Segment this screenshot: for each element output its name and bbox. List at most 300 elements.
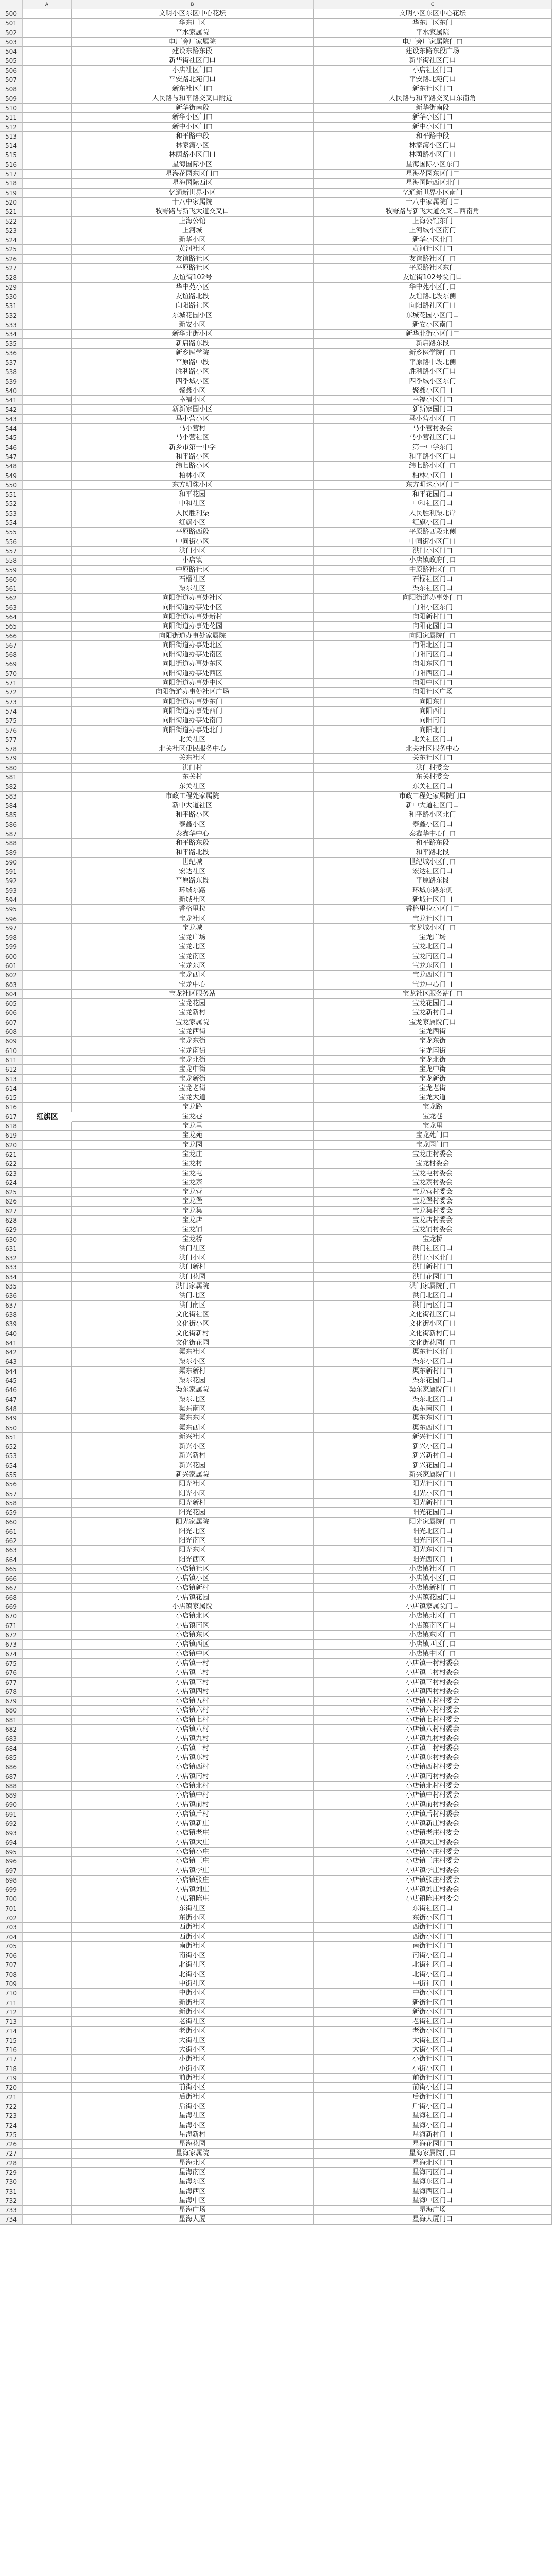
row-number[interactable]: 628: [0, 1216, 23, 1225]
site-name-cell[interactable]: 向阳街道办事处花园: [72, 622, 314, 631]
district-cell[interactable]: [23, 1979, 72, 1989]
row-number[interactable]: 698: [0, 1876, 23, 1885]
district-cell[interactable]: [23, 1546, 72, 1555]
row-number[interactable]: 632: [0, 1253, 23, 1263]
district-cell[interactable]: [23, 1574, 72, 1583]
district-cell[interactable]: [23, 810, 72, 820]
site-name-cell[interactable]: 小街小区: [72, 2064, 314, 2074]
site-address-cell[interactable]: 小店镇中区门口: [314, 1650, 552, 1659]
site-address-cell[interactable]: 宝龙里: [314, 1122, 552, 1131]
row-number[interactable]: 613: [0, 1075, 23, 1084]
site-name-cell[interactable]: 平原路东段: [72, 876, 314, 886]
district-cell[interactable]: [23, 1668, 72, 1677]
row-number[interactable]: 616: [0, 1103, 23, 1112]
site-name-cell[interactable]: 小店镇七村: [72, 1716, 314, 1725]
row-number[interactable]: 708: [0, 1970, 23, 1979]
site-name-cell[interactable]: 和平路小区: [72, 810, 314, 820]
site-name-cell[interactable]: 宝龙中心: [72, 980, 314, 990]
site-address-cell[interactable]: 华中苑小区门口: [314, 283, 552, 292]
district-cell[interactable]: [23, 1461, 72, 1470]
site-address-cell[interactable]: 新华街南段: [314, 104, 552, 113]
site-name-cell[interactable]: 星海新村: [72, 2130, 314, 2140]
row-number[interactable]: 571: [0, 679, 23, 688]
site-address-cell[interactable]: 老街小区门口: [314, 2027, 552, 2036]
site-address-cell[interactable]: 北街社区门口: [314, 1960, 552, 1970]
row-number[interactable]: 649: [0, 1414, 23, 1423]
row-number[interactable]: 599: [0, 942, 23, 952]
row-number[interactable]: 719: [0, 2074, 23, 2083]
site-address-cell[interactable]: 石榴社区门口: [314, 575, 552, 584]
row-number[interactable]: 525: [0, 245, 23, 254]
district-cell[interactable]: [23, 1527, 72, 1536]
site-name-cell[interactable]: 小街社区: [72, 2055, 314, 2064]
district-cell[interactable]: [23, 971, 72, 980]
site-name-cell[interactable]: 小店镇花园: [72, 1593, 314, 1602]
site-address-cell[interactable]: 宝龙西街: [314, 1027, 552, 1037]
site-address-cell[interactable]: 友谊街102号院门口: [314, 273, 552, 282]
row-number[interactable]: 646: [0, 1385, 23, 1395]
row-number[interactable]: 672: [0, 1631, 23, 1640]
site-address-cell[interactable]: 宝龙苑门口: [314, 1131, 552, 1140]
site-name-cell[interactable]: 小店镇王庄: [72, 1857, 314, 1866]
district-cell[interactable]: [23, 320, 72, 330]
district-cell[interactable]: [23, 19, 72, 28]
site-name-cell[interactable]: 洪门社区: [72, 1244, 314, 1253]
column-header-b[interactable]: B: [72, 0, 314, 9]
row-number[interactable]: 648: [0, 1404, 23, 1414]
site-address-cell[interactable]: 小街社区门口: [314, 2055, 552, 2064]
site-address-cell[interactable]: 阳光小区门口: [314, 1489, 552, 1499]
row-number[interactable]: 593: [0, 886, 23, 895]
row-number[interactable]: 629: [0, 1225, 23, 1234]
district-cell[interactable]: [23, 377, 72, 386]
district-cell[interactable]: [23, 905, 72, 914]
site-name-cell[interactable]: 向阳街道办事处新村: [72, 613, 314, 622]
row-number[interactable]: 570: [0, 669, 23, 679]
district-cell[interactable]: [23, 2159, 72, 2168]
site-name-cell[interactable]: 宝龙中街: [72, 1065, 314, 1074]
row-number[interactable]: 532: [0, 311, 23, 320]
district-cell[interactable]: [23, 1357, 72, 1366]
site-name-cell[interactable]: 宝龙路: [72, 1103, 314, 1112]
row-number[interactable]: 591: [0, 867, 23, 876]
district-cell[interactable]: [23, 150, 72, 160]
site-address-cell[interactable]: 小店镇后村村委会: [314, 1810, 552, 1819]
district-cell[interactable]: [23, 28, 72, 38]
district-cell[interactable]: [23, 999, 72, 1008]
district-cell[interactable]: [23, 1942, 72, 1951]
district-cell[interactable]: [23, 1423, 72, 1433]
row-number[interactable]: 597: [0, 924, 23, 933]
district-cell[interactable]: [23, 349, 72, 358]
district-cell[interactable]: [23, 2149, 72, 2158]
site-name-cell[interactable]: 文化街新村: [72, 1329, 314, 1338]
district-cell[interactable]: [23, 1263, 72, 1272]
row-number[interactable]: 503: [0, 38, 23, 47]
row-number[interactable]: 523: [0, 226, 23, 235]
site-address-cell[interactable]: 渠东北区门口: [314, 1395, 552, 1404]
row-number[interactable]: 673: [0, 1640, 23, 1649]
row-number[interactable]: 609: [0, 1037, 23, 1046]
site-name-cell[interactable]: 星海小区: [72, 2121, 314, 2130]
site-address-cell[interactable]: 小店镇九村村委会: [314, 1734, 552, 1743]
site-name-cell[interactable]: 星海大厦: [72, 2215, 314, 2224]
site-name-cell[interactable]: 星海花园: [72, 2140, 314, 2149]
row-number[interactable]: 581: [0, 773, 23, 782]
site-name-cell[interactable]: 向阳街道办事处南区: [72, 650, 314, 659]
site-name-cell[interactable]: 新兴家属院: [72, 1470, 314, 1480]
site-name-cell[interactable]: 新兴小区: [72, 1442, 314, 1451]
site-name-cell[interactable]: 小店镇东村: [72, 1753, 314, 1762]
site-address-cell[interactable]: 阳光新村门口: [314, 1499, 552, 1508]
site-name-cell[interactable]: 小店社区门口: [72, 66, 314, 75]
column-header-c[interactable]: C: [314, 0, 552, 9]
district-cell[interactable]: [23, 1178, 72, 1188]
site-address-cell[interactable]: 小店镇一村村委会: [314, 1659, 552, 1668]
district-cell[interactable]: [23, 895, 72, 905]
row-number[interactable]: 695: [0, 1848, 23, 1857]
district-cell[interactable]: [23, 2206, 72, 2215]
site-address-cell[interactable]: 星海中区门口: [314, 2196, 552, 2206]
district-cell[interactable]: [23, 650, 72, 659]
site-address-cell[interactable]: 小店镇东区门口: [314, 1631, 552, 1640]
site-name-cell[interactable]: 宝龙桥: [72, 1235, 314, 1244]
row-number[interactable]: 715: [0, 2036, 23, 2045]
column-header-a[interactable]: A: [23, 0, 72, 9]
row-number[interactable]: 542: [0, 405, 23, 414]
row-number[interactable]: 679: [0, 1697, 23, 1706]
site-address-cell[interactable]: 宝龙南街: [314, 1046, 552, 1056]
site-name-cell[interactable]: 中街小区: [72, 1989, 314, 1998]
district-cell[interactable]: [23, 433, 72, 443]
district-merged-cell[interactable]: 红旗区: [23, 1112, 72, 1122]
district-cell[interactable]: [23, 2121, 72, 2130]
site-name-cell[interactable]: 阳光东区: [72, 1546, 314, 1555]
row-number[interactable]: 596: [0, 914, 23, 924]
row-number[interactable]: 520: [0, 198, 23, 207]
site-name-cell[interactable]: 市政工程处家属院: [72, 792, 314, 801]
site-name-cell[interactable]: 世纪城: [72, 858, 314, 867]
site-name-cell[interactable]: 文化街社区: [72, 1310, 314, 1319]
district-cell[interactable]: [23, 537, 72, 547]
district-cell[interactable]: [23, 1753, 72, 1762]
district-cell[interactable]: [23, 123, 72, 132]
site-address-cell[interactable]: 宝龙庄村委会: [314, 1150, 552, 1159]
row-number[interactable]: 705: [0, 1942, 23, 1951]
district-cell[interactable]: [23, 1725, 72, 1734]
district-cell[interactable]: [23, 462, 72, 471]
site-address-cell[interactable]: 宝龙新街: [314, 1075, 552, 1084]
site-name-cell[interactable]: 平原路中段: [72, 358, 314, 367]
district-cell[interactable]: [23, 764, 72, 773]
site-address-cell[interactable]: 向阳西门: [314, 707, 552, 716]
site-name-cell[interactable]: 北关社区: [72, 735, 314, 744]
site-name-cell[interactable]: 新街小区: [72, 2008, 314, 2017]
row-number[interactable]: 505: [0, 56, 23, 65]
site-address-cell[interactable]: 牧野路与新飞大道交叉口西南角: [314, 207, 552, 216]
site-address-cell[interactable]: 平原路西段北侧: [314, 528, 552, 537]
district-cell[interactable]: [23, 876, 72, 886]
site-name-cell[interactable]: 南街社区: [72, 1942, 314, 1951]
district-cell[interactable]: [23, 584, 72, 594]
district-cell[interactable]: [23, 1885, 72, 1894]
district-cell[interactable]: [23, 132, 72, 141]
site-address-cell[interactable]: 中和社区门口: [314, 499, 552, 509]
site-name-cell[interactable]: 小店镇大庄: [72, 1838, 314, 1848]
site-address-cell[interactable]: 洪门社区门口: [314, 1244, 552, 1253]
row-number[interactable]: 501: [0, 19, 23, 28]
site-address-cell[interactable]: 北街小区门口: [314, 1970, 552, 1979]
district-cell[interactable]: [23, 9, 72, 19]
site-address-cell[interactable]: 平水家属院: [314, 28, 552, 38]
site-address-cell[interactable]: 新启路东段: [314, 339, 552, 348]
row-number[interactable]: 637: [0, 1301, 23, 1310]
district-cell[interactable]: [23, 367, 72, 377]
site-name-cell[interactable]: 东城花园小区: [72, 311, 314, 320]
row-number[interactable]: 712: [0, 2008, 23, 2017]
district-cell[interactable]: [23, 547, 72, 556]
site-name-cell[interactable]: 宝龙苑: [72, 1131, 314, 1140]
district-cell[interactable]: [23, 2102, 72, 2111]
district-cell[interactable]: [23, 1216, 72, 1225]
district-cell[interactable]: [23, 1008, 72, 1018]
site-address-cell[interactable]: 新乡医学院门口: [314, 349, 552, 358]
district-cell[interactable]: [23, 2111, 72, 2121]
district-cell[interactable]: [23, 641, 72, 650]
site-name-cell[interactable]: 向阳街道办事处北区: [72, 641, 314, 650]
district-cell[interactable]: [23, 1960, 72, 1970]
site-address-cell[interactable]: 和平路小区门口: [314, 452, 552, 462]
district-cell[interactable]: [23, 1989, 72, 1998]
district-cell[interactable]: [23, 1536, 72, 1546]
site-address-cell[interactable]: 和平路东段: [314, 839, 552, 848]
site-address-cell[interactable]: 渠东花园门口: [314, 1376, 552, 1385]
site-address-cell[interactable]: 小店镇五村村委会: [314, 1697, 552, 1706]
site-address-cell[interactable]: 小店镇前村村委会: [314, 1800, 552, 1809]
row-number[interactable]: 713: [0, 2017, 23, 2026]
site-address-cell[interactable]: 宝龙广场: [314, 933, 552, 942]
row-number[interactable]: 670: [0, 1612, 23, 1621]
site-address-cell[interactable]: 新城社区门口: [314, 895, 552, 905]
site-address-cell[interactable]: 新街社区门口: [314, 1998, 552, 2008]
site-address-cell[interactable]: 渠东社区北门: [314, 1348, 552, 1357]
row-number[interactable]: 714: [0, 2027, 23, 2036]
site-address-cell[interactable]: 老街社区门口: [314, 2017, 552, 2026]
district-cell[interactable]: [23, 594, 72, 603]
district-cell[interactable]: [23, 2187, 72, 2196]
row-number[interactable]: 543: [0, 415, 23, 424]
district-cell[interactable]: [23, 1697, 72, 1706]
district-cell[interactable]: [23, 499, 72, 509]
site-address-cell[interactable]: 中原路社区门口: [314, 566, 552, 575]
row-number[interactable]: 651: [0, 1433, 23, 1442]
district-cell[interactable]: [23, 1951, 72, 1960]
site-name-cell[interactable]: 前街社区: [72, 2074, 314, 2083]
district-cell[interactable]: [23, 1894, 72, 1904]
district-cell[interactable]: [23, 575, 72, 584]
site-name-cell[interactable]: 小店镇西村: [72, 1762, 314, 1772]
site-name-cell[interactable]: 华中苑小区: [72, 283, 314, 292]
site-address-cell[interactable]: 宝龙大道: [314, 1093, 552, 1103]
site-name-cell[interactable]: 宝龙北区: [72, 942, 314, 952]
row-number[interactable]: 711: [0, 1998, 23, 2008]
row-number[interactable]: 701: [0, 1904, 23, 1913]
district-cell[interactable]: [23, 1122, 72, 1131]
site-address-cell[interactable]: 向阳东区门口: [314, 659, 552, 669]
district-cell[interactable]: [23, 1282, 72, 1291]
row-number[interactable]: 729: [0, 2168, 23, 2177]
district-cell[interactable]: [23, 1385, 72, 1395]
district-cell[interactable]: [23, 301, 72, 311]
row-number[interactable]: 529: [0, 283, 23, 292]
site-name-cell[interactable]: 小店镇五村: [72, 1697, 314, 1706]
row-number[interactable]: 507: [0, 75, 23, 84]
row-number[interactable]: 683: [0, 1734, 23, 1743]
district-cell[interactable]: [23, 1499, 72, 1508]
row-number[interactable]: 716: [0, 2045, 23, 2055]
row-number[interactable]: 658: [0, 1499, 23, 1508]
site-name-cell[interactable]: 聚鑫小区: [72, 386, 314, 396]
district-cell[interactable]: [23, 47, 72, 56]
site-name-cell[interactable]: 阳光小区: [72, 1489, 314, 1499]
row-number[interactable]: 614: [0, 1084, 23, 1093]
district-cell[interactable]: [23, 1253, 72, 1263]
row-number[interactable]: 602: [0, 971, 23, 980]
site-name-cell[interactable]: 星海西区: [72, 2187, 314, 2196]
row-number[interactable]: 548: [0, 462, 23, 471]
site-address-cell[interactable]: 宝龙营村委会: [314, 1188, 552, 1197]
site-name-cell[interactable]: 向阳街道办事处北门: [72, 726, 314, 735]
district-cell[interactable]: [23, 924, 72, 933]
site-name-cell[interactable]: 宝龙集: [72, 1207, 314, 1216]
row-number[interactable]: 522: [0, 217, 23, 226]
row-number[interactable]: 603: [0, 980, 23, 990]
site-name-cell[interactable]: 小店镇二村: [72, 1668, 314, 1677]
district-cell[interactable]: [23, 726, 72, 735]
row-number[interactable]: 579: [0, 754, 23, 763]
row-number[interactable]: 521: [0, 207, 23, 216]
site-address-cell[interactable]: 林家湾小区门口: [314, 141, 552, 150]
site-address-cell[interactable]: 中街小区门口: [314, 1989, 552, 1998]
district-cell[interactable]: [23, 292, 72, 301]
row-number[interactable]: 574: [0, 707, 23, 716]
district-cell[interactable]: [23, 424, 72, 433]
district-cell[interactable]: [23, 952, 72, 961]
row-number[interactable]: 634: [0, 1273, 23, 1282]
site-address-cell[interactable]: 小店镇南村村委会: [314, 1772, 552, 1782]
site-name-cell[interactable]: 新启路东段: [72, 339, 314, 348]
site-address-cell[interactable]: 小店镇家属院门口: [314, 1602, 552, 1612]
site-address-cell[interactable]: 星海南区门口: [314, 2168, 552, 2177]
site-name-cell[interactable]: 小店镇八村: [72, 1725, 314, 1734]
district-cell[interactable]: [23, 1518, 72, 1527]
site-name-cell[interactable]: 小店镇李庄: [72, 1866, 314, 1875]
row-number[interactable]: 512: [0, 123, 23, 132]
site-address-cell[interactable]: 渠东东区门口: [314, 1414, 552, 1423]
row-number[interactable]: 514: [0, 141, 23, 150]
district-cell[interactable]: [23, 1131, 72, 1140]
site-name-cell[interactable]: 向阳街道办事处社区广场: [72, 688, 314, 697]
site-address-cell[interactable]: 星海东区门口: [314, 2177, 552, 2187]
row-number[interactable]: 566: [0, 632, 23, 641]
site-name-cell[interactable]: 小店镇南村: [72, 1772, 314, 1782]
site-address-cell[interactable]: 阳光东区门口: [314, 1546, 552, 1555]
district-cell[interactable]: [23, 2196, 72, 2206]
row-number[interactable]: 631: [0, 1244, 23, 1253]
site-name-cell[interactable]: 新华小区: [72, 235, 314, 245]
site-address-cell[interactable]: 洪门家属院门口: [314, 1282, 552, 1291]
site-name-cell[interactable]: 向阳路社区: [72, 301, 314, 311]
district-cell[interactable]: [23, 1414, 72, 1423]
site-address-cell[interactable]: 后街社区门口: [314, 2093, 552, 2102]
site-address-cell[interactable]: 中街社区门口: [314, 1979, 552, 1989]
district-cell[interactable]: [23, 386, 72, 396]
row-number[interactable]: 682: [0, 1725, 23, 1734]
site-name-cell[interactable]: 建设东路东段: [72, 47, 314, 56]
row-number[interactable]: 539: [0, 377, 23, 386]
district-cell[interactable]: [23, 1329, 72, 1338]
district-cell[interactable]: [23, 1197, 72, 1206]
site-address-cell[interactable]: 小店镇刘庄村委会: [314, 1885, 552, 1894]
row-number[interactable]: 592: [0, 876, 23, 886]
row-number[interactable]: 506: [0, 66, 23, 75]
site-name-cell[interactable]: 小店镇南区: [72, 1621, 314, 1631]
site-name-cell[interactable]: 和平路中段: [72, 132, 314, 141]
site-name-cell[interactable]: 星海南区: [72, 2168, 314, 2177]
site-address-cell[interactable]: 宝龙南区门口: [314, 952, 552, 961]
site-name-cell[interactable]: 渠东西区: [72, 1423, 314, 1433]
site-name-cell[interactable]: 宝龙寨: [72, 1178, 314, 1188]
site-name-cell[interactable]: 新兴社区: [72, 1433, 314, 1442]
row-number[interactable]: 676: [0, 1668, 23, 1677]
row-number[interactable]: 668: [0, 1593, 23, 1602]
row-number[interactable]: 544: [0, 424, 23, 433]
site-name-cell[interactable]: 宏达社区: [72, 867, 314, 876]
site-address-cell[interactable]: 星海国际小区东门: [314, 160, 552, 170]
site-name-cell[interactable]: 星海中区: [72, 2196, 314, 2206]
district-cell[interactable]: [23, 104, 72, 113]
site-name-cell[interactable]: 洪门村: [72, 764, 314, 773]
row-number[interactable]: 671: [0, 1621, 23, 1631]
site-name-cell[interactable]: 星海东区: [72, 2177, 314, 2187]
site-address-cell[interactable]: 东关社区门口: [314, 782, 552, 791]
site-name-cell[interactable]: 渠东花园: [72, 1376, 314, 1385]
row-number[interactable]: 513: [0, 132, 23, 141]
site-address-cell[interactable]: 小店镇新村门口: [314, 1584, 552, 1593]
district-cell[interactable]: [23, 1207, 72, 1216]
site-name-cell[interactable]: 黄河社区: [72, 245, 314, 254]
district-cell[interactable]: [23, 1489, 72, 1499]
site-address-cell[interactable]: 宝龙老街: [314, 1084, 552, 1093]
site-address-cell[interactable]: 向阳北区门口: [314, 641, 552, 650]
site-address-cell[interactable]: 小店镇八村村委会: [314, 1725, 552, 1734]
district-cell[interactable]: [23, 1791, 72, 1800]
site-name-cell[interactable]: 宝龙家属院: [72, 1018, 314, 1027]
site-address-cell[interactable]: 文化街小区门口: [314, 1319, 552, 1329]
row-number[interactable]: 511: [0, 113, 23, 122]
district-cell[interactable]: [23, 1075, 72, 1084]
row-number[interactable]: 583: [0, 792, 23, 801]
site-address-cell[interactable]: 向阳中区门口: [314, 679, 552, 688]
row-number[interactable]: 700: [0, 1894, 23, 1904]
site-name-cell[interactable]: 新城社区: [72, 895, 314, 905]
district-cell[interactable]: [23, 2008, 72, 2017]
district-cell[interactable]: [23, 1876, 72, 1885]
row-number[interactable]: 680: [0, 1706, 23, 1715]
district-cell[interactable]: [23, 2093, 72, 2102]
site-name-cell[interactable]: 友谊街102号: [72, 273, 314, 282]
site-address-cell[interactable]: 宝龙屯村委会: [314, 1169, 552, 1178]
